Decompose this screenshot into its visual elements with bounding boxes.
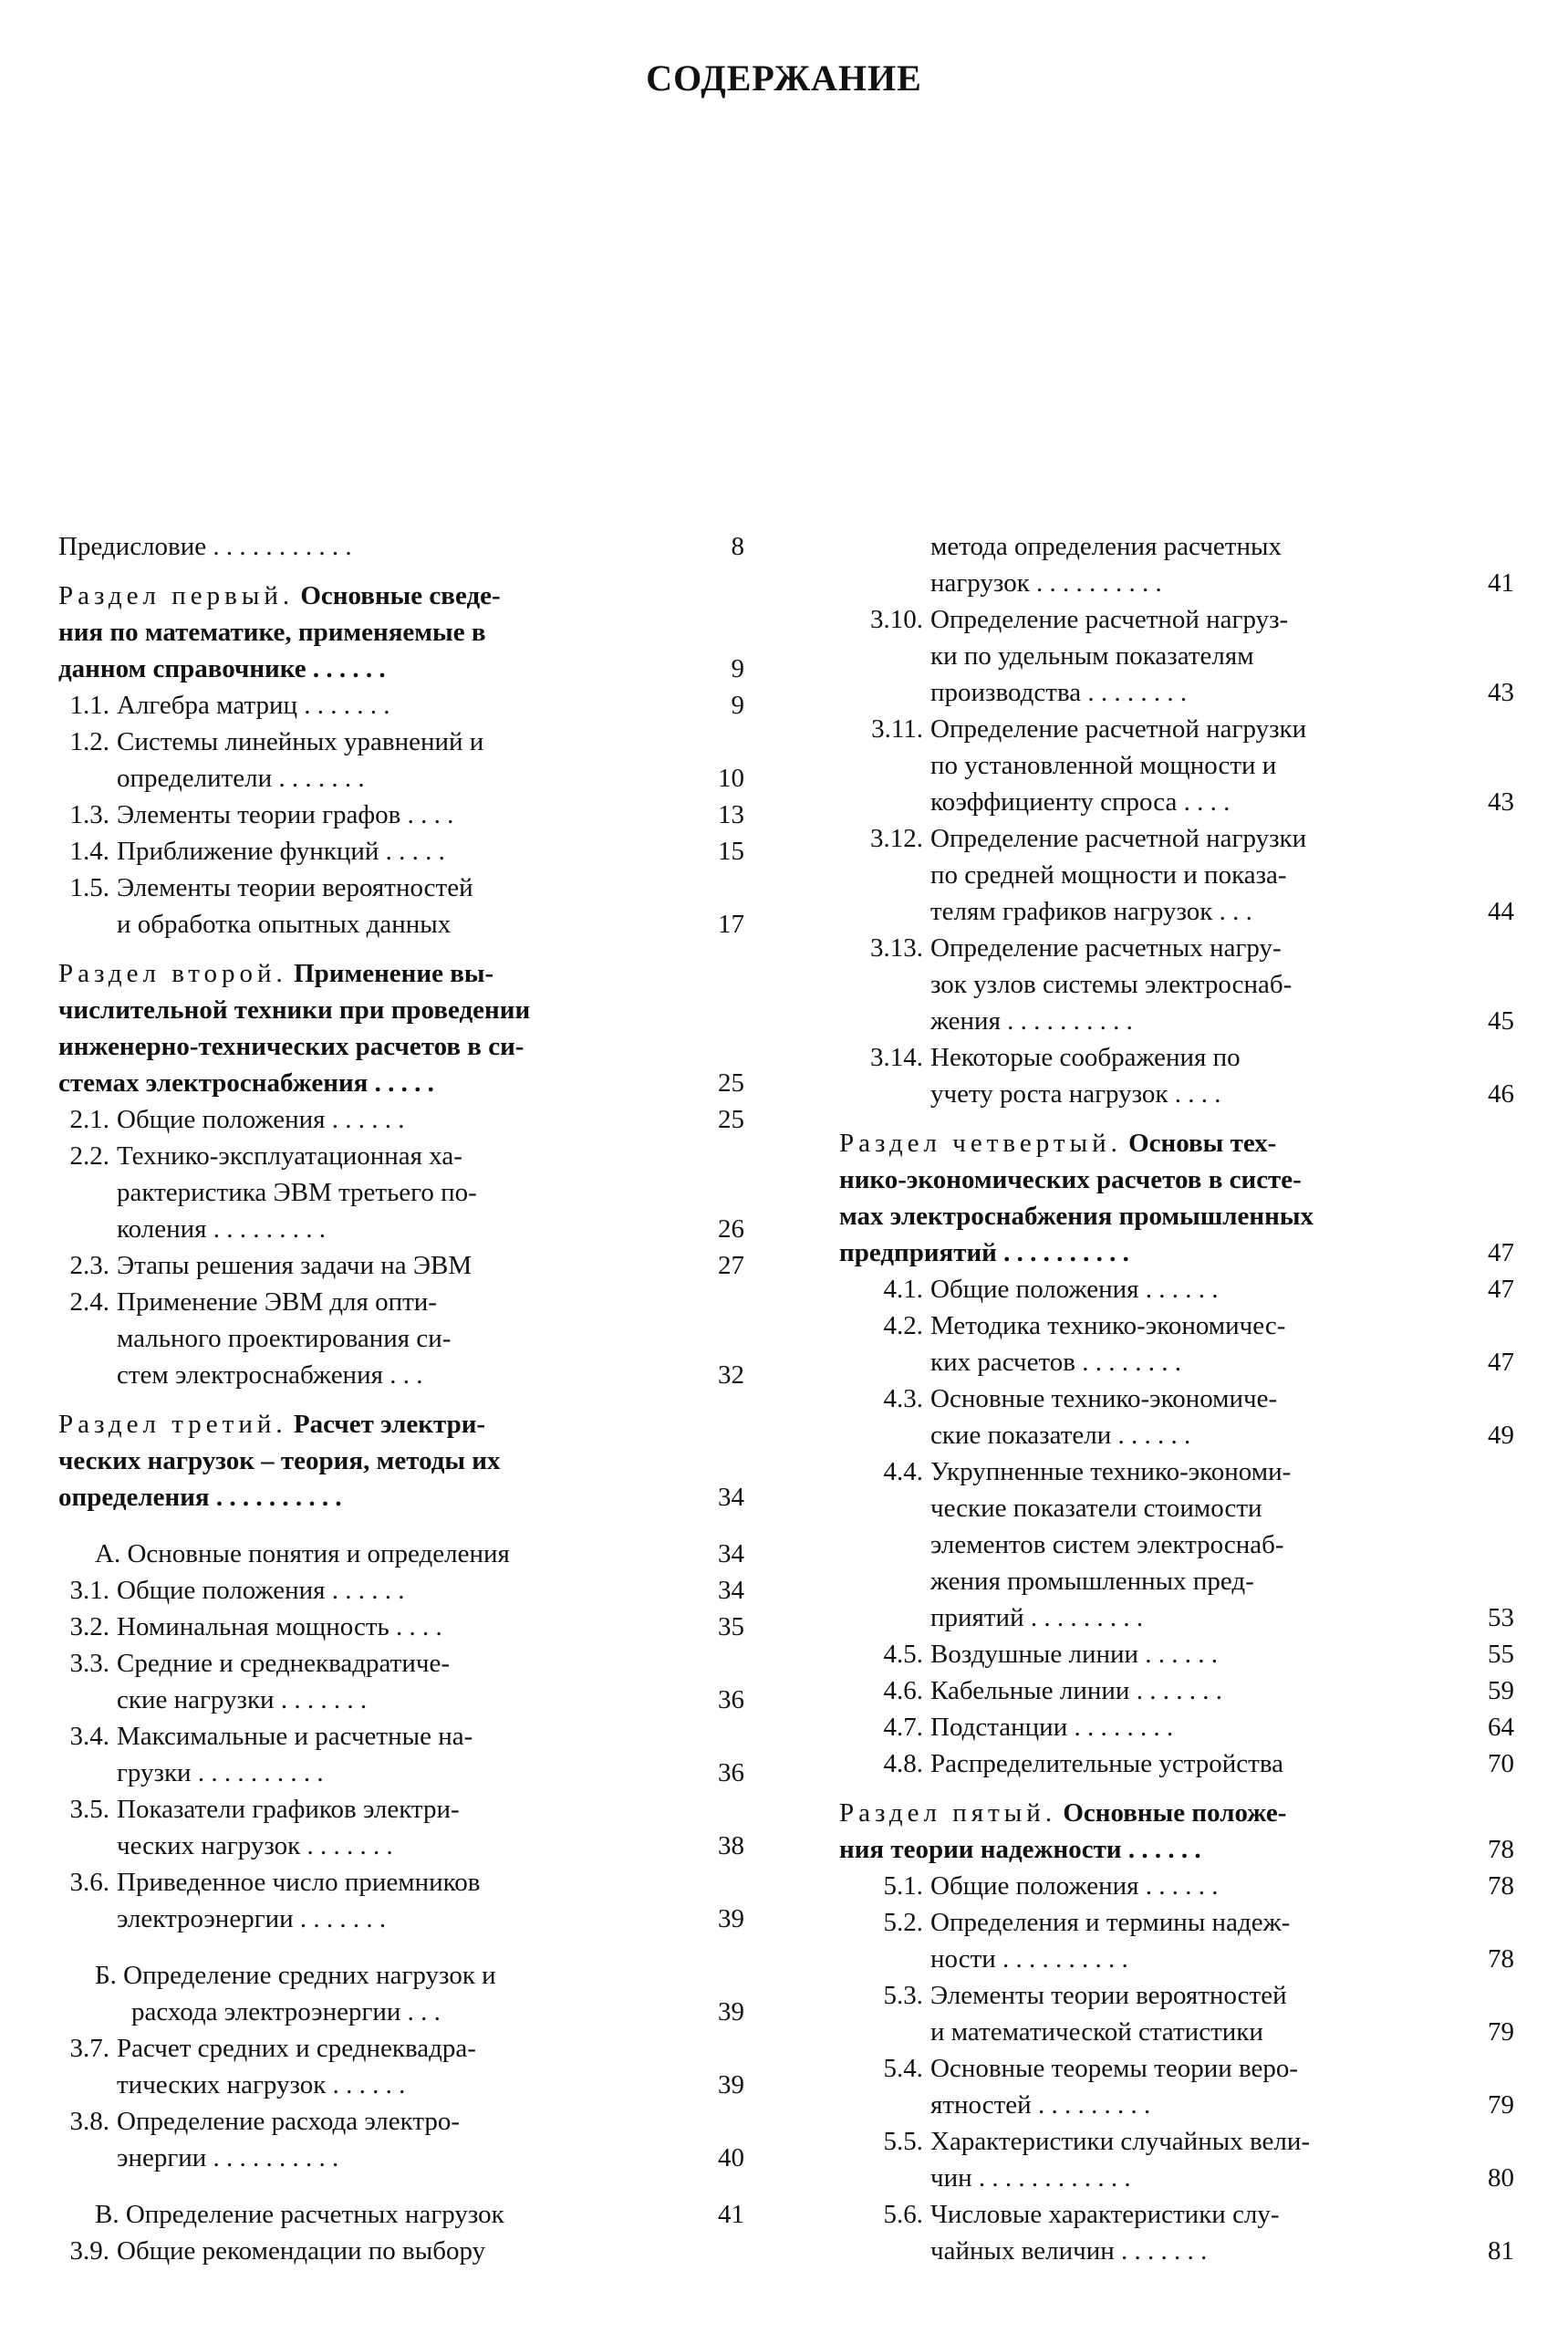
toc-section — [58, 578, 744, 687]
toc-page-number: 78 — [1488, 1871, 1514, 1901]
toc-line: Основные понятия и определения — [127, 1539, 510, 1568]
toc-entry — [839, 1977, 1514, 2050]
toc-entry — [58, 870, 744, 943]
toc-entry — [58, 1791, 744, 1864]
toc-line: и обработка опытных данных — [117, 910, 452, 939]
toc-entry — [839, 1453, 1514, 1636]
toc-entry-body — [839, 1868, 1514, 1904]
toc-line: ские показатели . . . . . . — [930, 1421, 1191, 1450]
toc-line: Общие положения . . . . . . — [930, 1871, 1219, 1901]
toc-page-number: 27 — [718, 1251, 744, 1280]
toc-line: грузки . . . . . . . . . . — [117, 1758, 324, 1787]
toc-line: нико-экономических расчетов в систе- — [839, 1165, 1302, 1194]
toc-entry-body — [839, 1636, 1514, 1672]
toc-entry-number: 3.5. — [69, 1795, 109, 1824]
toc-line: Элементы теории вероятностей — [117, 873, 473, 902]
toc-line: Общие положения . . . . . . — [117, 1105, 405, 1134]
toc-entry-number: 4.6. — [883, 1676, 923, 1705]
toc-line: приятий . . . . . . . . . — [930, 1603, 1144, 1632]
toc-entry-body — [58, 2233, 744, 2269]
toc-entry-body — [58, 1247, 744, 1284]
toc-entry-body — [58, 833, 744, 870]
toc-entry — [839, 1636, 1514, 1672]
toc-left-column — [58, 528, 744, 2269]
toc-entry — [58, 1247, 744, 1284]
toc-entry — [839, 1745, 1514, 1782]
toc-line: Основные сведе- — [300, 581, 501, 610]
toc-entry — [58, 2030, 744, 2103]
toc-section-label: Раздел первый. — [58, 581, 295, 610]
toc-entry-body — [58, 1609, 744, 1645]
toc-page-number: 59 — [1488, 1676, 1514, 1705]
toc-entry — [58, 1645, 744, 1718]
toc-entry — [839, 1380, 1514, 1453]
toc-line: Общие положения . . . . . . — [930, 1275, 1219, 1304]
toc-entry — [839, 1271, 1514, 1307]
toc-section — [839, 1125, 1514, 1271]
toc-entry-body — [839, 2196, 1514, 2269]
toc-line: Технико-эксплуатационная ха- — [117, 1141, 462, 1171]
toc-line: Определение расчетных нагрузок — [125, 2200, 504, 2229]
toc-line: Определение расчетной нагрузки — [930, 714, 1307, 744]
toc-entry — [839, 1672, 1514, 1709]
toc-entry-body — [839, 601, 1514, 711]
toc-line: Воздушные линии . . . . . . — [930, 1640, 1219, 1669]
toc-line: Элементы теории графов . . . . — [117, 800, 454, 829]
toc-line: данном справочнике . . . . . . — [58, 654, 386, 683]
toc-entry-body — [58, 1791, 744, 1864]
toc-entry-body — [58, 687, 744, 724]
toc-line: Общие положения . . . . . . — [117, 1576, 405, 1605]
toc-page-number: 32 — [718, 1360, 744, 1390]
toc-page-number: 10 — [718, 764, 744, 793]
toc-entry — [58, 1864, 744, 1937]
toc-section-text — [839, 1125, 1514, 1271]
toc-entry-number: 5.5. — [883, 2127, 923, 2156]
toc-line: Показатели графиков электри- — [117, 1795, 460, 1824]
toc-page-number: 47 — [1488, 1238, 1514, 1267]
toc-line: определители . . . . . . . — [117, 764, 365, 793]
toc-page-number: 40 — [718, 2143, 744, 2172]
toc-entry — [839, 601, 1514, 711]
toc-line: Кабельные линии . . . . . . . — [930, 1676, 1222, 1705]
toc-entry-body — [58, 1718, 744, 1791]
toc-page-number: 13 — [718, 800, 744, 829]
toc-section-label: Раздел четвертый. — [839, 1129, 1122, 1158]
toc-page-number: 44 — [1488, 897, 1514, 926]
toc-entry — [839, 1039, 1514, 1112]
toc-entry — [58, 687, 744, 724]
toc-line: Средние и среднеквадратиче- — [117, 1649, 450, 1678]
toc-page-number: 34 — [718, 1483, 744, 1512]
toc-line: чин . . . . . . . . . . . . — [930, 2163, 1131, 2193]
toc-entry-number: 3.9. — [69, 2236, 109, 2266]
toc-section-text — [58, 578, 744, 687]
toc-line: мах электроснабжения промышленных — [839, 1202, 1314, 1231]
toc-line: Определение расчетной нагрузки — [930, 824, 1307, 853]
toc-entry — [839, 2123, 1514, 2196]
toc-page-number: 15 — [718, 837, 744, 866]
toc-line: стем электроснабжения . . . — [117, 1360, 423, 1390]
toc-entry-number: 4.8. — [883, 1749, 923, 1778]
toc-entry-number: 2.1. — [69, 1105, 109, 1134]
toc-entry — [58, 2233, 744, 2269]
toc-line: Определение средних нагрузок и — [123, 1961, 496, 1990]
toc-line: Общие рекомендации по выбору — [117, 2236, 486, 2266]
toc-section-text — [839, 1795, 1514, 1868]
toc-page-number: 47 — [1488, 1348, 1514, 1377]
toc-entry-number: 4.4. — [883, 1457, 923, 1486]
toc-entry-body — [58, 724, 744, 797]
toc-entry-body — [839, 820, 1514, 930]
toc-subsection — [58, 1536, 744, 1572]
toc-page-number: 34 — [718, 1539, 744, 1568]
toc-entry-body — [58, 1284, 744, 1393]
toc-line: числительной техники при проведении — [58, 995, 531, 1025]
toc-line: предприятий . . . . . . . . . . — [839, 1238, 1129, 1267]
toc-line: Основные положе- — [1063, 1798, 1287, 1828]
toc-section-text — [58, 1406, 744, 1516]
toc-line: жения . . . . . . . . . . — [930, 1006, 1133, 1036]
toc-entry-body — [58, 2030, 744, 2103]
toc-entry-body — [58, 528, 744, 565]
toc-line: электроэнергии . . . . . . . — [117, 1904, 387, 1933]
toc-entry-body — [839, 1307, 1514, 1380]
toc-line: производства . . . . . . . . — [930, 678, 1188, 707]
toc-subsection-letter: А. — [95, 1539, 121, 1568]
toc-entry — [839, 1709, 1514, 1745]
toc-entry-number: 3.6. — [69, 1868, 109, 1897]
toc-entry-body — [839, 2050, 1514, 2123]
page-title: СОДЕРЖАНИЕ — [646, 57, 922, 99]
toc-entry — [58, 1101, 744, 1138]
toc-page-number: 43 — [1488, 678, 1514, 707]
toc-page-number: 80 — [1488, 2163, 1514, 2193]
toc-entry-body — [839, 2123, 1514, 2196]
toc-line: чайных величин . . . . . . . — [930, 2236, 1208, 2266]
toc-page-number: 41 — [718, 2200, 744, 2229]
toc-entry-number: 1.4. — [69, 837, 109, 866]
toc-entry — [58, 833, 744, 870]
toc-entry-body — [839, 528, 1514, 601]
toc-line: Приведенное число приемников — [117, 1868, 481, 1897]
toc-entry — [839, 1868, 1514, 1904]
toc-subsection-letter: В. — [95, 2200, 119, 2229]
toc-section-label: Раздел пятый. — [839, 1798, 1057, 1828]
toc-entry — [58, 1572, 744, 1609]
toc-line: ки по удельным показателям — [930, 641, 1254, 671]
toc-entry-body — [839, 1745, 1514, 1782]
toc-line: учету роста нагрузок . . . . — [930, 1079, 1221, 1109]
toc-line: тических нагрузок . . . . . . — [117, 2070, 406, 2099]
toc-entry-number: 5.2. — [883, 1908, 923, 1937]
toc-line: Расчет средних и среднеквадра- — [117, 2034, 476, 2063]
toc-right-column — [839, 528, 1514, 2269]
toc-section-label: Раздел второй. — [58, 959, 287, 988]
toc-line: ческих нагрузок – теория, методы их — [58, 1446, 501, 1475]
toc-entry-body — [839, 1904, 1514, 1977]
toc-entry — [839, 1904, 1514, 1977]
toc-line: Определение расхода электро- — [117, 2107, 461, 2136]
toc-line: Характеристики случайных вели- — [930, 2127, 1310, 2156]
toc-entry-number: 2.2. — [69, 1141, 109, 1171]
toc-line: коления . . . . . . . . . — [117, 1214, 326, 1244]
toc-entry-body — [95, 2196, 744, 2233]
toc-page-number: 9 — [731, 654, 744, 683]
toc-line: Числовые характеристики слу- — [930, 2200, 1280, 2229]
toc-section-label: Раздел третий. — [58, 1410, 287, 1439]
toc-page-number: 35 — [718, 1612, 744, 1641]
toc-page-number: 39 — [718, 2070, 744, 2099]
toc-entry-number: 3.3. — [69, 1649, 109, 1678]
toc-entry-number: 1.5. — [69, 873, 109, 902]
toc-line: ких расчетов . . . . . . . . — [930, 1348, 1181, 1377]
toc-line: метода определения расчетных — [930, 532, 1282, 561]
toc-entry-body — [839, 711, 1514, 820]
toc-line: ские нагрузки . . . . . . . — [117, 1685, 368, 1714]
toc-entry-number: 3.14. — [870, 1043, 923, 1072]
toc-line: Распределительные устройства — [930, 1749, 1284, 1778]
toc-entry-number: 4.7. — [883, 1713, 923, 1742]
toc-page-number: 70 — [1488, 1749, 1514, 1778]
toc-entry-body — [95, 1957, 744, 2030]
toc-entry-body — [839, 1709, 1514, 1745]
toc-entry-body — [839, 1380, 1514, 1453]
toc-entry-number: 3.1. — [69, 1576, 109, 1605]
toc-page-number: 78 — [1488, 1835, 1514, 1864]
toc-line: по установленной мощности и — [930, 751, 1277, 780]
toc-line: телям графиков нагрузок . . . — [930, 897, 1252, 926]
toc-line: определения . . . . . . . . . . — [58, 1483, 342, 1512]
toc-entry-number: 1.2. — [69, 727, 109, 756]
toc-line: стемах электроснабжения . . . . . — [58, 1068, 434, 1098]
toc-page-number: 26 — [718, 1214, 744, 1244]
toc-entry-number: 5.6. — [883, 2200, 923, 2229]
toc-page-number: 36 — [718, 1685, 744, 1714]
toc-page-number: 36 — [718, 1758, 744, 1787]
toc-section — [839, 1795, 1514, 1868]
toc-entry-body — [58, 797, 744, 833]
toc-page-number: 43 — [1488, 787, 1514, 817]
toc-entry-number: 4.3. — [883, 1384, 923, 1413]
toc-entry-number: 3.2. — [69, 1612, 109, 1641]
toc-entry-number: 2.4. — [69, 1287, 109, 1317]
toc-line: расхода электроэнергии . . . — [131, 1997, 441, 2026]
toc-line: Расчет электри- — [293, 1410, 486, 1439]
toc-page-number: 39 — [718, 1997, 744, 2026]
toc-line: Основные технико-экономиче- — [930, 1384, 1278, 1413]
toc-line: Подстанции . . . . . . . . — [930, 1713, 1174, 1742]
toc-entry-body — [839, 930, 1514, 1039]
toc-page-number: 55 — [1488, 1640, 1514, 1669]
toc-entry-number: 3.8. — [69, 2107, 109, 2136]
toc-line: рактеристика ЭВМ третьего по- — [117, 1178, 477, 1207]
toc-line: Методика технико-экономичес- — [930, 1311, 1286, 1340]
toc-line: Предисловие . . . . . . . . . . . — [58, 532, 352, 561]
toc-page-number: 45 — [1488, 1006, 1514, 1036]
toc-line: Применение ЭВМ для опти- — [117, 1287, 437, 1317]
toc-subsection-letter: Б. — [95, 1961, 117, 1990]
toc-entry — [58, 1718, 744, 1791]
toc-page-number: 41 — [1488, 568, 1514, 598]
toc-line: ния теории надежности . . . . . . — [839, 1835, 1201, 1864]
toc-entry-body — [58, 1864, 744, 1937]
toc-entry — [839, 1307, 1514, 1380]
toc-line: зок узлов системы электроснаб- — [930, 970, 1293, 999]
toc-entry-body — [58, 2103, 744, 2176]
toc-entry — [58, 1284, 744, 1393]
toc-line: ческих нагрузок . . . . . . . — [117, 1831, 393, 1860]
toc-subsection — [58, 1957, 744, 2030]
toc-entry-number: 3.12. — [870, 824, 923, 853]
toc-entry — [58, 724, 744, 797]
toc-line: Номинальная мощность . . . . — [117, 1612, 442, 1641]
toc-entry — [58, 1138, 744, 1247]
toc-page-number: 64 — [1488, 1713, 1514, 1742]
toc-entry-body — [58, 1572, 744, 1609]
toc-line: нагрузок . . . . . . . . . . — [930, 568, 1162, 598]
toc-page-number: 34 — [718, 1576, 744, 1605]
toc-subsection — [58, 2196, 744, 2233]
toc-page-number: 46 — [1488, 1079, 1514, 1109]
toc-entry-number: 3.10. — [870, 605, 923, 634]
toc-entry-number: 1.1. — [69, 691, 109, 720]
toc-entry-body — [58, 1138, 744, 1247]
toc-entry-number: 2.3. — [69, 1251, 109, 1280]
toc-page-number: 17 — [718, 910, 744, 939]
toc-entry — [839, 711, 1514, 820]
toc-line: инженерно-технических расчетов в си- — [58, 1032, 524, 1061]
toc-line: Основы тех- — [1128, 1129, 1277, 1158]
toc-entry — [58, 1609, 744, 1645]
toc-line: Определение расчетных нагру- — [930, 933, 1282, 963]
toc-entry-number: 4.1. — [883, 1275, 923, 1304]
toc-entry — [839, 820, 1514, 930]
toc-page-number: 8 — [731, 532, 744, 561]
toc-entry-number: 3.4. — [69, 1722, 109, 1751]
toc-page-number: 38 — [718, 1831, 744, 1860]
toc-page-number: 49 — [1488, 1421, 1514, 1450]
toc-page-number: 79 — [1488, 2090, 1514, 2120]
toc-entry — [839, 2050, 1514, 2123]
toc-entry — [58, 2103, 744, 2176]
toc-line: ности . . . . . . . . . . — [930, 1944, 1128, 1974]
toc-line: энергии . . . . . . . . . . — [117, 2143, 339, 2172]
toc-line: коэффициенту спроса . . . . — [930, 787, 1231, 817]
toc-entry-body — [839, 1672, 1514, 1709]
toc-entry-body — [58, 1101, 744, 1138]
toc-page-number: 25 — [718, 1068, 744, 1098]
toc-entry — [58, 797, 744, 833]
toc-entry-number: 5.3. — [883, 1981, 923, 2010]
toc-line: Основные теоремы теории веро- — [930, 2054, 1299, 2083]
toc-line: ческие показатели стоимости — [930, 1494, 1262, 1523]
toc-entry-body — [839, 1977, 1514, 2050]
toc-entry-number: 3.7. — [69, 2034, 109, 2063]
toc-section — [58, 1406, 744, 1516]
toc-line: и математической статистики — [930, 2017, 1263, 2047]
toc-entry-number: 1.3. — [69, 800, 109, 829]
toc-line: Применение вы- — [294, 959, 494, 988]
toc-line: ния по математике, применяемые в — [58, 618, 486, 647]
toc-section — [58, 955, 744, 1101]
toc-entry-number: 3.11. — [871, 714, 923, 744]
toc-entry — [58, 528, 744, 565]
toc-line: Этапы решения задачи на ЭВМ — [117, 1251, 472, 1280]
toc-entry-body — [839, 1039, 1514, 1112]
toc-entry-body — [95, 1536, 744, 1572]
toc-entry-body — [839, 1453, 1514, 1636]
toc-line: жения промышленных пред- — [930, 1567, 1254, 1596]
toc-line: Максимальные и расчетные на- — [117, 1722, 473, 1751]
toc-line: Приближение функций . . . . . — [117, 837, 445, 866]
toc-line: ятностей . . . . . . . . . — [930, 2090, 1151, 2120]
toc-line: Некоторые соображения по — [930, 1043, 1241, 1072]
toc-entry — [839, 2196, 1514, 2269]
toc-page-number: 25 — [718, 1105, 744, 1134]
toc-entry-number: 4.5. — [883, 1640, 923, 1669]
toc-entry-number: 4.2. — [883, 1311, 923, 1340]
toc-line: Определение расчетной нагруз- — [930, 605, 1289, 634]
toc-line: Определения и термины надеж- — [930, 1908, 1291, 1937]
toc-page-number: 47 — [1488, 1275, 1514, 1304]
toc-entry-body — [839, 1271, 1514, 1307]
toc-line: Системы линейных уравнений и — [117, 727, 484, 756]
toc-line: Укрупненные технико-экономи- — [930, 1457, 1292, 1486]
toc-page-number: 78 — [1488, 1944, 1514, 1974]
toc-entry-number: 5.1. — [883, 1871, 923, 1901]
toc-entry-number: 3.13. — [870, 933, 923, 963]
toc-entry — [839, 528, 1514, 601]
toc-line: Элементы теории вероятностей — [930, 1981, 1287, 2010]
toc-line: Алгебра матриц . . . . . . . — [117, 691, 390, 720]
toc-entry — [839, 930, 1514, 1039]
toc-line: по средней мощности и показа- — [930, 860, 1287, 890]
toc-page-number: 79 — [1488, 2017, 1514, 2047]
toc-page-number: 9 — [731, 691, 744, 720]
toc-page-number: 81 — [1488, 2236, 1514, 2266]
toc-entry-body — [58, 1645, 744, 1718]
toc-entry-body — [58, 870, 744, 943]
toc-line: элементов систем электроснаб- — [930, 1530, 1284, 1559]
toc-page-number: 53 — [1488, 1603, 1514, 1632]
toc-entry-number: 5.4. — [883, 2054, 923, 2083]
toc-page-number: 39 — [718, 1904, 744, 1933]
toc-section-text — [58, 955, 744, 1101]
toc-line: мального проектирования си- — [117, 1324, 452, 1353]
